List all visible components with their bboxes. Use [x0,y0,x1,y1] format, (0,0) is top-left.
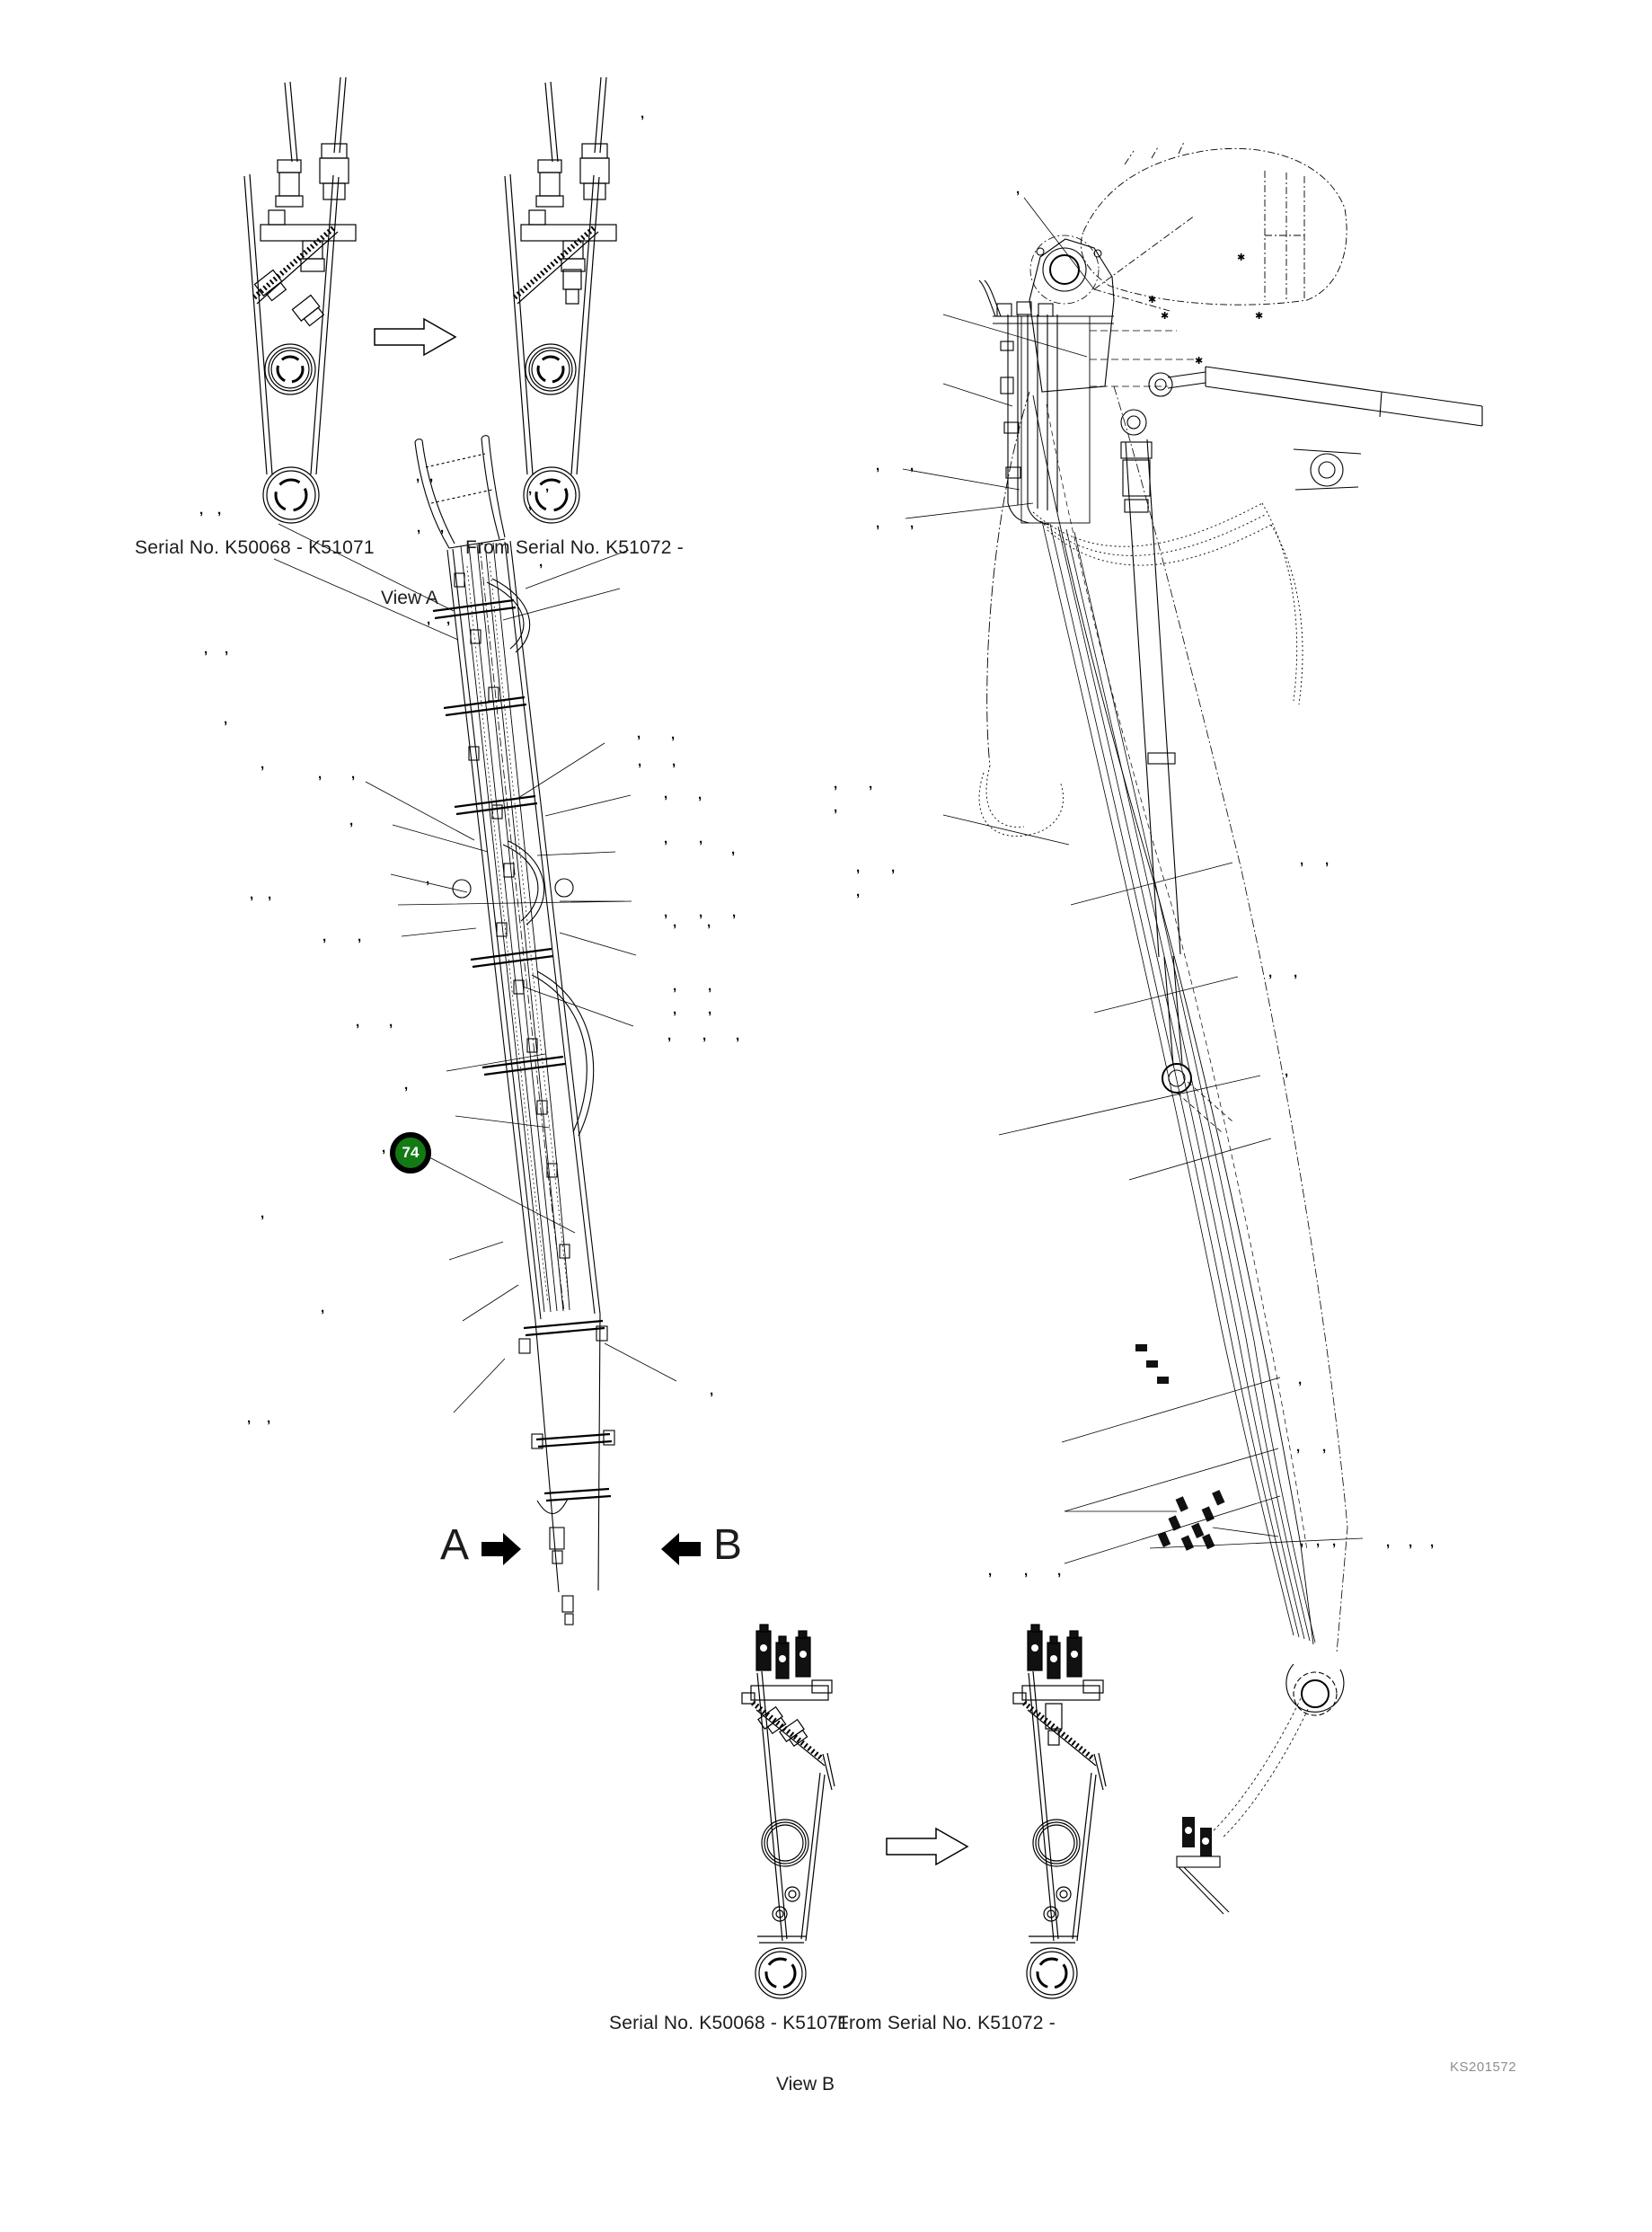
asterisk-mark: ✱ [1161,311,1170,322]
asterisk-mark: ✱ [1148,295,1157,306]
view-direction-b-label: B [713,1521,743,1569]
separator-comma-mark: , [672,754,676,769]
separator-comma-mark: , [699,905,703,920]
separator-comma-mark: , [382,1140,386,1156]
separator-comma-mark: , [708,1002,712,1017]
view-b-after-drawing [1013,1625,1106,1998]
separator-comma-mark: , [671,727,676,742]
separator-comma-mark: , [1016,182,1020,197]
view-a-transition-arrow-icon [375,319,455,355]
separator-comma-mark: , [225,642,229,657]
separator-comma-mark: , [356,1014,360,1030]
separator-comma-mark: , [710,1383,714,1398]
asterisk-mark: ✱ [1237,252,1246,263]
view-b-before-drawing [742,1625,835,1998]
leader-lines-left [274,524,676,1413]
separator-comma-mark: , [1296,1439,1301,1455]
arm-body [1033,386,1347,1715]
separator-comma-mark: , [1409,1535,1413,1550]
separator-comma-mark: , [707,915,711,930]
separator-comma-mark: , [1325,853,1330,868]
separator-comma-mark: , [1300,1534,1304,1549]
bucket-cylinder [1121,439,1232,1132]
separator-comma-mark: , [389,1014,393,1030]
separator-comma-mark: , [247,1411,252,1426]
separator-comma-mark: , [1300,853,1304,868]
separator-comma-mark: , [640,106,645,121]
separator-comma-mark: , [545,479,550,494]
separator-comma-mark: , [224,712,228,727]
separator-comma-mark: , [637,726,641,741]
separator-comma-mark: , [834,776,838,792]
overall-assembly-view [903,142,1482,1914]
separator-comma-mark: , [869,776,873,792]
asterisk-mark: ✱ [1255,311,1264,322]
separator-comma-mark: , [702,1028,707,1043]
separator-comma-mark: , [1024,1563,1029,1579]
separator-comma-mark: , [699,831,703,846]
separator-comma-mark: , [267,1411,271,1426]
separator-comma-mark: , [427,612,431,627]
separator-comma-mark: , [204,642,208,657]
separator-comma-mark: , [673,979,677,994]
separator-comma-mark: , [250,887,254,902]
separator-comma-mark: , [856,860,861,875]
view-direction-b-arrow-icon [661,1533,701,1565]
separator-comma-mark: , [673,915,677,930]
separator-comma-mark: , [404,1077,409,1093]
separator-comma-mark: , [731,842,736,857]
leader-lines-right [903,198,1363,1563]
view-a-before-drawing [244,77,356,523]
separator-comma-mark: , [664,831,668,846]
separator-comma-mark: , [358,929,362,944]
view-a-detail [244,77,616,523]
separator-comma-mark: , [988,1563,993,1579]
view-direction-a-arrow-icon [481,1533,521,1565]
bucket-outline [1081,142,1347,311]
separator-comma-mark: , [268,887,272,902]
part-callout-balloon-74[interactable]: 74 [390,1132,431,1174]
view-direction-a-label: A [440,1521,470,1569]
separator-comma-mark: , [199,502,204,518]
separator-comma-mark: , [440,520,445,536]
separator-comma-mark: , [664,786,668,802]
separator-comma-mark: , [910,516,914,531]
positioning-cylinder [1121,367,1482,490]
separator-comma-mark: , [673,1002,677,1017]
separator-comma-mark: , [351,766,356,782]
separator-comma-mark: , [318,766,322,782]
separator-comma-mark: , [539,554,543,570]
separator-comma-mark: , [1430,1535,1435,1550]
separator-comma-mark: , [416,469,420,484]
separator-comma-mark: , [1268,965,1273,980]
separator-comma-mark: , [667,1028,672,1043]
separator-comma-mark: , [1285,1064,1289,1079]
separator-comma-mark: , [1298,1372,1303,1387]
separator-comma-mark: , [528,497,533,512]
view-a-serial-range-after: From Serial No. K51072 - [465,537,684,558]
separator-comma-mark: , [261,757,265,772]
separator-comma-mark: , [1386,1535,1391,1550]
view-a-serial-range-before: Serial No. K50068 - K51071 [135,537,375,558]
separator-comma-mark: , [261,1206,265,1221]
separator-comma-mark: , [891,860,896,875]
separator-comma-mark: , [910,458,914,474]
arm-fitting-clusters [1135,1344,1240,1565]
view-b-serial-range-before: Serial No. K50068 - K51071 [609,2013,849,2033]
separator-comma-mark: , [426,872,430,887]
view-b-caption: View B [776,2074,835,2095]
view-a-after-drawing [505,77,616,523]
separator-comma-mark: , [876,516,880,531]
separator-comma-mark: , [429,469,434,484]
separator-comma-mark: , [1316,1534,1321,1549]
separator-comma-mark: , [349,813,354,828]
separator-comma-mark: , [708,979,712,994]
separator-comma-mark: , [834,800,838,815]
separator-comma-mark: , [1322,1439,1327,1455]
separator-comma-mark: , [876,458,880,474]
view-a-caption: View A [381,588,438,608]
separator-comma-mark: , [732,905,737,920]
arm-top-pivot [1029,235,1114,392]
drawing-number: KS201572 [1450,2059,1517,2075]
separator-comma-mark: , [446,612,451,627]
separator-comma-mark: , [698,787,702,802]
arm-tip-hose-fittings [1177,1698,1308,1914]
separator-comma-mark: , [1294,965,1298,980]
view-b-detail [742,1625,1106,1998]
separator-comma-mark: , [736,1028,740,1043]
view-b-transition-arrow-icon [887,1829,967,1864]
separator-comma-mark: , [528,482,533,497]
separator-comma-mark: , [638,754,642,769]
separator-comma-mark: , [321,1300,325,1315]
separator-comma-mark: , [322,929,327,944]
separator-comma-mark: , [217,502,222,518]
separator-comma-mark: , [664,905,668,920]
separator-comma-mark: , [856,884,861,899]
asterisk-mark: ✱ [1195,356,1204,367]
view-b-serial-range-after: From Serial No. K51072 - [837,2013,1056,2033]
separator-comma-mark: , [1332,1534,1337,1549]
separator-comma-mark: , [417,520,421,536]
arm-piping-side-view [274,436,701,1625]
separator-comma-mark: , [1057,1563,1062,1579]
